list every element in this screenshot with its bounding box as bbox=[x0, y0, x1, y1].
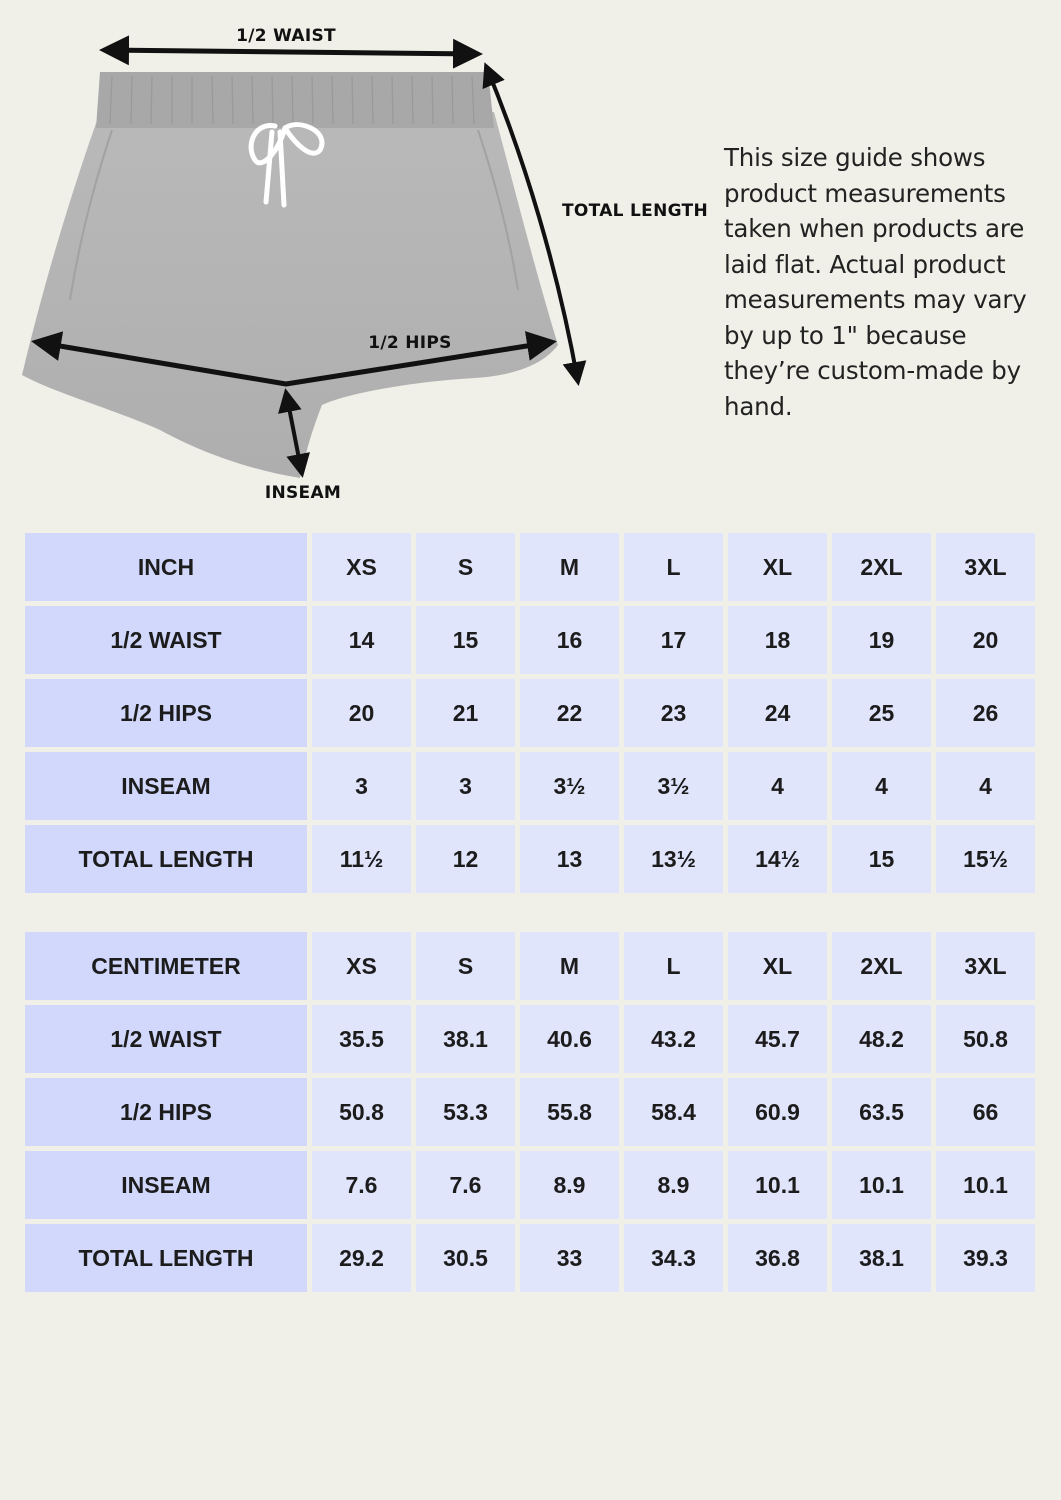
table-cell: 10.1 bbox=[728, 1151, 827, 1219]
table-cell: 4 bbox=[728, 752, 827, 820]
table-cell: 15 bbox=[832, 825, 931, 893]
unit-header: INCH bbox=[25, 533, 307, 601]
size-header: S bbox=[416, 533, 515, 601]
row-label: 1/2 HIPS bbox=[25, 679, 307, 747]
table-cell: 39.3 bbox=[936, 1224, 1035, 1292]
table-row bbox=[25, 752, 1035, 820]
size-header: L bbox=[624, 932, 723, 1000]
table-cell: 13 bbox=[520, 825, 619, 893]
table-row bbox=[25, 606, 1035, 674]
table-cell: 4 bbox=[936, 752, 1035, 820]
table-cell: 34.3 bbox=[624, 1224, 723, 1292]
size-header: XL bbox=[728, 533, 827, 601]
table-cell: 33 bbox=[520, 1224, 619, 1292]
size-header: XL bbox=[728, 932, 827, 1000]
size-header: 2XL bbox=[832, 533, 931, 601]
table-cell: 25 bbox=[832, 679, 931, 747]
table-cell: 38.1 bbox=[416, 1005, 515, 1073]
table-cell: 19 bbox=[832, 606, 931, 674]
table-cell: 10.1 bbox=[936, 1151, 1035, 1219]
table-cell: 8.9 bbox=[624, 1151, 723, 1219]
table-row bbox=[25, 679, 1035, 747]
table-header-row bbox=[25, 533, 1035, 601]
waist-arrow bbox=[104, 50, 478, 54]
table-cell: 11½ bbox=[312, 825, 411, 893]
table-cell: 21 bbox=[416, 679, 515, 747]
row-label: 1/2 WAIST bbox=[25, 606, 307, 674]
table-cell: 53.3 bbox=[416, 1078, 515, 1146]
size-header: 3XL bbox=[936, 533, 1035, 601]
table-row bbox=[25, 1078, 1035, 1146]
table-header-row bbox=[25, 932, 1035, 1000]
table-row bbox=[25, 825, 1035, 893]
table-row bbox=[25, 1224, 1035, 1292]
table-cell: 23 bbox=[624, 679, 723, 747]
table-cell: 48.2 bbox=[832, 1005, 931, 1073]
unit-header: CENTIMETER bbox=[25, 932, 307, 1000]
hips-label: 1/2 HIPS bbox=[368, 333, 452, 353]
table-cell: 29.2 bbox=[312, 1224, 411, 1292]
table-cell: 26 bbox=[936, 679, 1035, 747]
table-cell: 66 bbox=[936, 1078, 1035, 1146]
table-cell: 22 bbox=[520, 679, 619, 747]
table-cell: 12 bbox=[416, 825, 515, 893]
table-cell: 30.5 bbox=[416, 1224, 515, 1292]
size-header: M bbox=[520, 533, 619, 601]
table-cell: 20 bbox=[936, 606, 1035, 674]
table-row bbox=[25, 1151, 1035, 1219]
table-cell: 10.1 bbox=[832, 1151, 931, 1219]
size-header: L bbox=[624, 533, 723, 601]
table-cell: 63.5 bbox=[832, 1078, 931, 1146]
size-guide-description: This size guide shows product measurements taken when products are laid flat. Actual product measurements may vary by up to 1" because they’re custom-made by hand. bbox=[724, 143, 1027, 421]
row-label: INSEAM bbox=[25, 1151, 307, 1219]
table-cell: 14½ bbox=[728, 825, 827, 893]
table-cell: 3 bbox=[416, 752, 515, 820]
table-cell: 50.8 bbox=[312, 1078, 411, 1146]
table-cell: 4 bbox=[832, 752, 931, 820]
size-header: XS bbox=[312, 932, 411, 1000]
table-cell: 8.9 bbox=[520, 1151, 619, 1219]
table-cell: 58.4 bbox=[624, 1078, 723, 1146]
size-header: M bbox=[520, 932, 619, 1000]
table-cell: 35.5 bbox=[312, 1005, 411, 1073]
size-header: 3XL bbox=[936, 932, 1035, 1000]
table-cell: 50.8 bbox=[936, 1005, 1035, 1073]
inch-size-table bbox=[20, 528, 1040, 898]
size-header: XS bbox=[312, 533, 411, 601]
waist-label: 1/2 WAIST bbox=[236, 26, 336, 46]
table-cell: 15 bbox=[416, 606, 515, 674]
shorts-body bbox=[22, 112, 558, 478]
table-cell: 43.2 bbox=[624, 1005, 723, 1073]
total-length-label: TOTAL LENGTH bbox=[562, 201, 708, 221]
table-cell: 24 bbox=[728, 679, 827, 747]
table-cell: 17 bbox=[624, 606, 723, 674]
table-cell: 7.6 bbox=[416, 1151, 515, 1219]
row-label: TOTAL LENGTH bbox=[25, 825, 307, 893]
row-label: TOTAL LENGTH bbox=[25, 1224, 307, 1292]
shorts-waistband bbox=[96, 72, 494, 128]
row-label: INSEAM bbox=[25, 752, 307, 820]
row-label: 1/2 WAIST bbox=[25, 1005, 307, 1073]
table-cell: 13½ bbox=[624, 825, 723, 893]
size-header: 2XL bbox=[832, 932, 931, 1000]
table-cell: 45.7 bbox=[728, 1005, 827, 1073]
table-cell: 18 bbox=[728, 606, 827, 674]
centimeter-size-table bbox=[20, 927, 1040, 1297]
table-cell: 3 bbox=[312, 752, 411, 820]
table-cell: 40.6 bbox=[520, 1005, 619, 1073]
table-cell: 60.9 bbox=[728, 1078, 827, 1146]
shorts-measurement-diagram bbox=[0, 0, 720, 515]
table-cell: 55.8 bbox=[520, 1078, 619, 1146]
row-label: 1/2 HIPS bbox=[25, 1078, 307, 1146]
table-cell: 15½ bbox=[936, 825, 1035, 893]
table-cell: 20 bbox=[312, 679, 411, 747]
table-cell: 3½ bbox=[520, 752, 619, 820]
table-cell: 38.1 bbox=[832, 1224, 931, 1292]
inseam-label: INSEAM bbox=[264, 483, 342, 503]
table-cell: 36.8 bbox=[728, 1224, 827, 1292]
table-row bbox=[25, 1005, 1035, 1073]
table-cell: 3½ bbox=[624, 752, 723, 820]
table-cell: 16 bbox=[520, 606, 619, 674]
size-header: S bbox=[416, 932, 515, 1000]
table-cell: 14 bbox=[312, 606, 411, 674]
table-cell: 7.6 bbox=[312, 1151, 411, 1219]
